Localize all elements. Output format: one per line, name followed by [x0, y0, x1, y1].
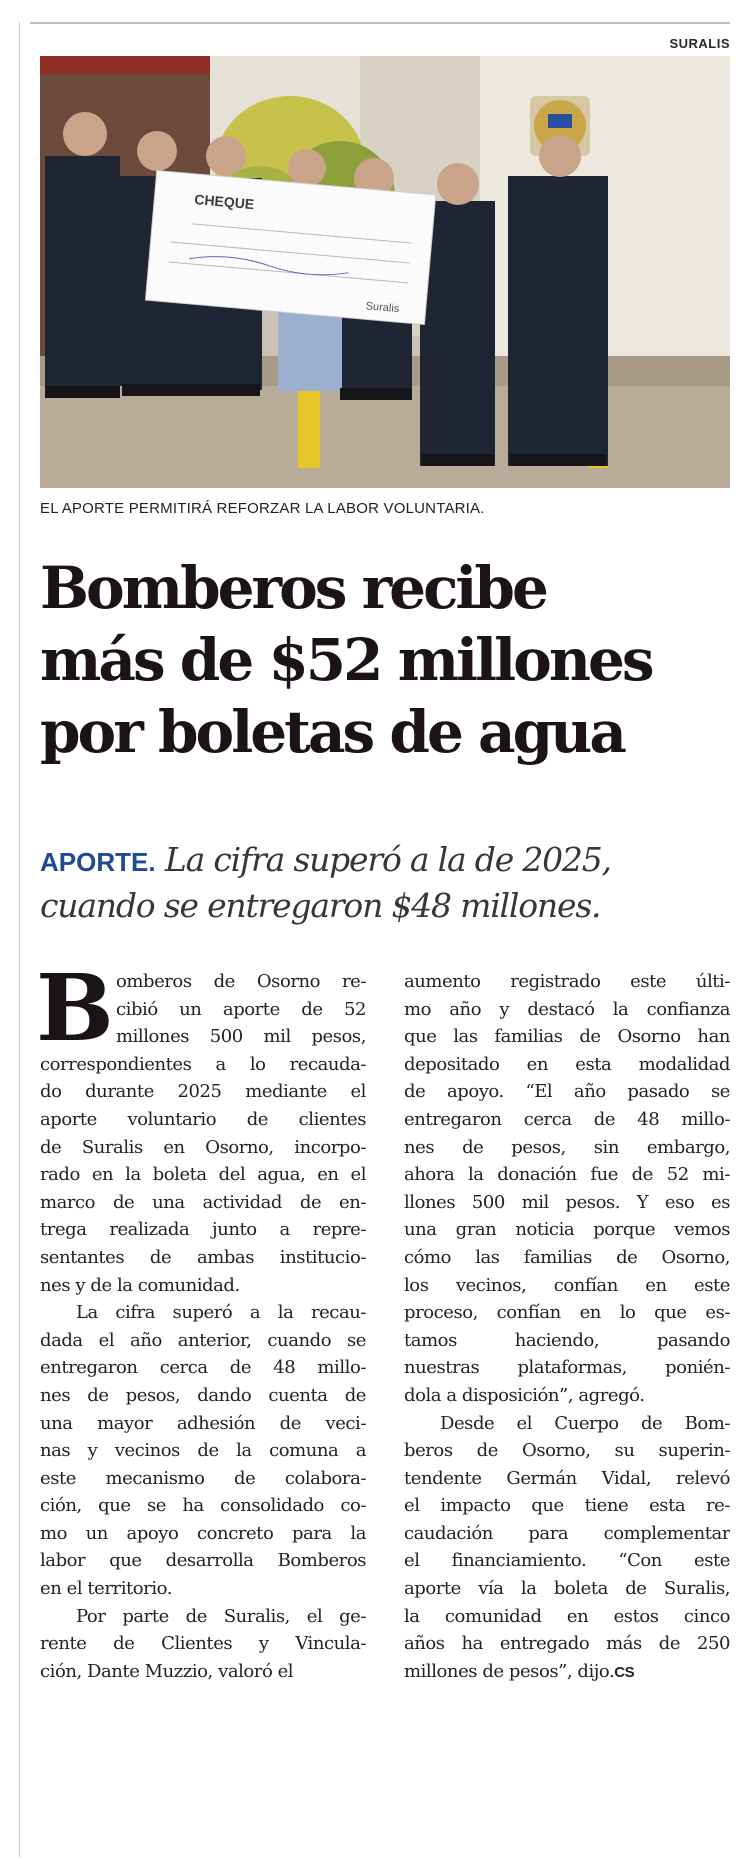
- article-line: mo año y destacó la confianza: [404, 998, 730, 1020]
- article-line: la comunidad en estos cinco: [404, 1605, 730, 1627]
- article-line: Desde el Cuerpo de Bom-: [440, 1412, 730, 1434]
- article-line: sentantes de ambas institucio-: [40, 1246, 366, 1268]
- article-line: ción, Dante Muzzio, valoró el: [40, 1660, 294, 1682]
- article-line: trega realizada junto a repre-: [40, 1219, 366, 1241]
- article-line: dola a disposición”, agregó.: [404, 1384, 645, 1406]
- article-line: rado en la boleta del agua, en el: [40, 1164, 366, 1186]
- article-line: ahora la donación fue de 52 mi-: [404, 1164, 730, 1186]
- dek-text: La cifra superó a la de 2025,: [164, 840, 611, 879]
- headline: [40, 552, 740, 768]
- article-line: nuestras plataformas, ponién-: [404, 1357, 730, 1379]
- article-line: que las familias de Osorno han: [404, 1026, 730, 1048]
- cheque-label: CHEQUE: [193, 190, 255, 213]
- dek: [40, 838, 740, 928]
- headline-line: por boletas de agua: [40, 698, 624, 766]
- article-line: cibió un aporte de 52: [116, 998, 366, 1020]
- article-line: de Suralis en Osorno, incorpo-: [40, 1136, 366, 1158]
- article-line: marco de una actividad de en-: [40, 1191, 366, 1213]
- article-line: omberos de Osorno re-: [116, 971, 366, 992]
- article-line: una gran noticia porque vemos: [404, 1219, 730, 1241]
- article-line: caudación para complementar: [404, 1522, 730, 1544]
- article-line: el impacto que tiene esta re-: [404, 1495, 730, 1517]
- article-line: llones 500 mil pesos. Y eso es: [404, 1191, 730, 1213]
- section-tag: SURALIS: [669, 36, 730, 51]
- article-line: rente de Clientes y Vincula-: [40, 1633, 366, 1655]
- article-line: millones de pesos”, dijo.CS: [404, 1660, 635, 1682]
- article-line: de apoyo. “El año pasado se: [404, 1081, 730, 1103]
- article-line: nes y de la comunidad.: [40, 1274, 240, 1296]
- article-line: nes de pesos, sin embargo,: [404, 1136, 730, 1158]
- article-line: mo un apoyo concreto para la: [40, 1522, 366, 1544]
- article-line: este mecanismo de colabora-: [40, 1467, 366, 1489]
- article-line: proceso, confían en lo que es-: [404, 1302, 730, 1324]
- column-rule: [19, 22, 20, 1857]
- end-mark: CS: [614, 1663, 635, 1681]
- article-line: una mayor adhesión de veci-: [40, 1412, 366, 1434]
- article-line: depositado en esta modalidad: [404, 1053, 730, 1075]
- article-line: entregaron cerca de 48 millo-: [40, 1357, 366, 1379]
- news-photo: [40, 56, 730, 488]
- article-column-2: [404, 968, 730, 1685]
- article-line: labor que desarrolla Bomberos: [40, 1550, 366, 1572]
- article-line: en el territorio.: [40, 1578, 172, 1600]
- article-column-1: [36, 954, 366, 1685]
- article-line: correspondientes a lo recauda-: [40, 1053, 366, 1075]
- article-line: tamos haciendo, pasando: [404, 1329, 730, 1351]
- article-line: nes de pesos, dando cuenta de: [40, 1384, 366, 1406]
- headline-line: más de $52 millones: [40, 626, 652, 694]
- dek-kicker: APORTE.: [40, 847, 156, 877]
- photo-illustration: [40, 56, 730, 488]
- drop-cap: B: [36, 954, 114, 1062]
- article-line: do durante 2025 mediante el: [40, 1081, 366, 1103]
- headline-line: Bomberos recibe: [40, 554, 546, 622]
- article-line: los vecinos, confían en este: [404, 1274, 730, 1296]
- article-line: nas y vecinos de la comuna a: [40, 1440, 366, 1462]
- article-line: ción, que se ha consolidado co-: [40, 1495, 366, 1517]
- article-line: aporte voluntario de clientes: [40, 1108, 366, 1130]
- article-line: millones 500 mil pesos,: [116, 1026, 366, 1048]
- top-rule: [30, 22, 730, 24]
- cheque-brand: Suralis: [365, 300, 400, 316]
- photo-caption: EL APORTE PERMITIRÁ REFORZAR LA LABOR VOLUNTARIA.: [40, 500, 485, 517]
- article-line: aporte vía la boleta de Suralis,: [404, 1578, 730, 1600]
- article-line: tendente Germán Vidal, relevó: [404, 1467, 730, 1489]
- dek-text: cuando se entregaron $48 millones.: [40, 886, 601, 925]
- article-line: dada el año anterior, cuando se: [40, 1329, 366, 1351]
- article-line: el financiamiento. “Con este: [404, 1550, 730, 1572]
- article-line: entregaron cerca de 48 millo-: [404, 1108, 730, 1130]
- article-line: cómo las familias de Osorno,: [404, 1246, 730, 1268]
- article-line: La cifra superó a la recau-: [76, 1302, 366, 1324]
- article-line: años ha entregado más de 250: [404, 1633, 730, 1655]
- article-line: aumento registrado este últi-: [404, 971, 730, 992]
- article-line: beros de Osorno, su superin-: [404, 1440, 730, 1462]
- article-line: Por parte de Suralis, el ge-: [76, 1605, 366, 1627]
